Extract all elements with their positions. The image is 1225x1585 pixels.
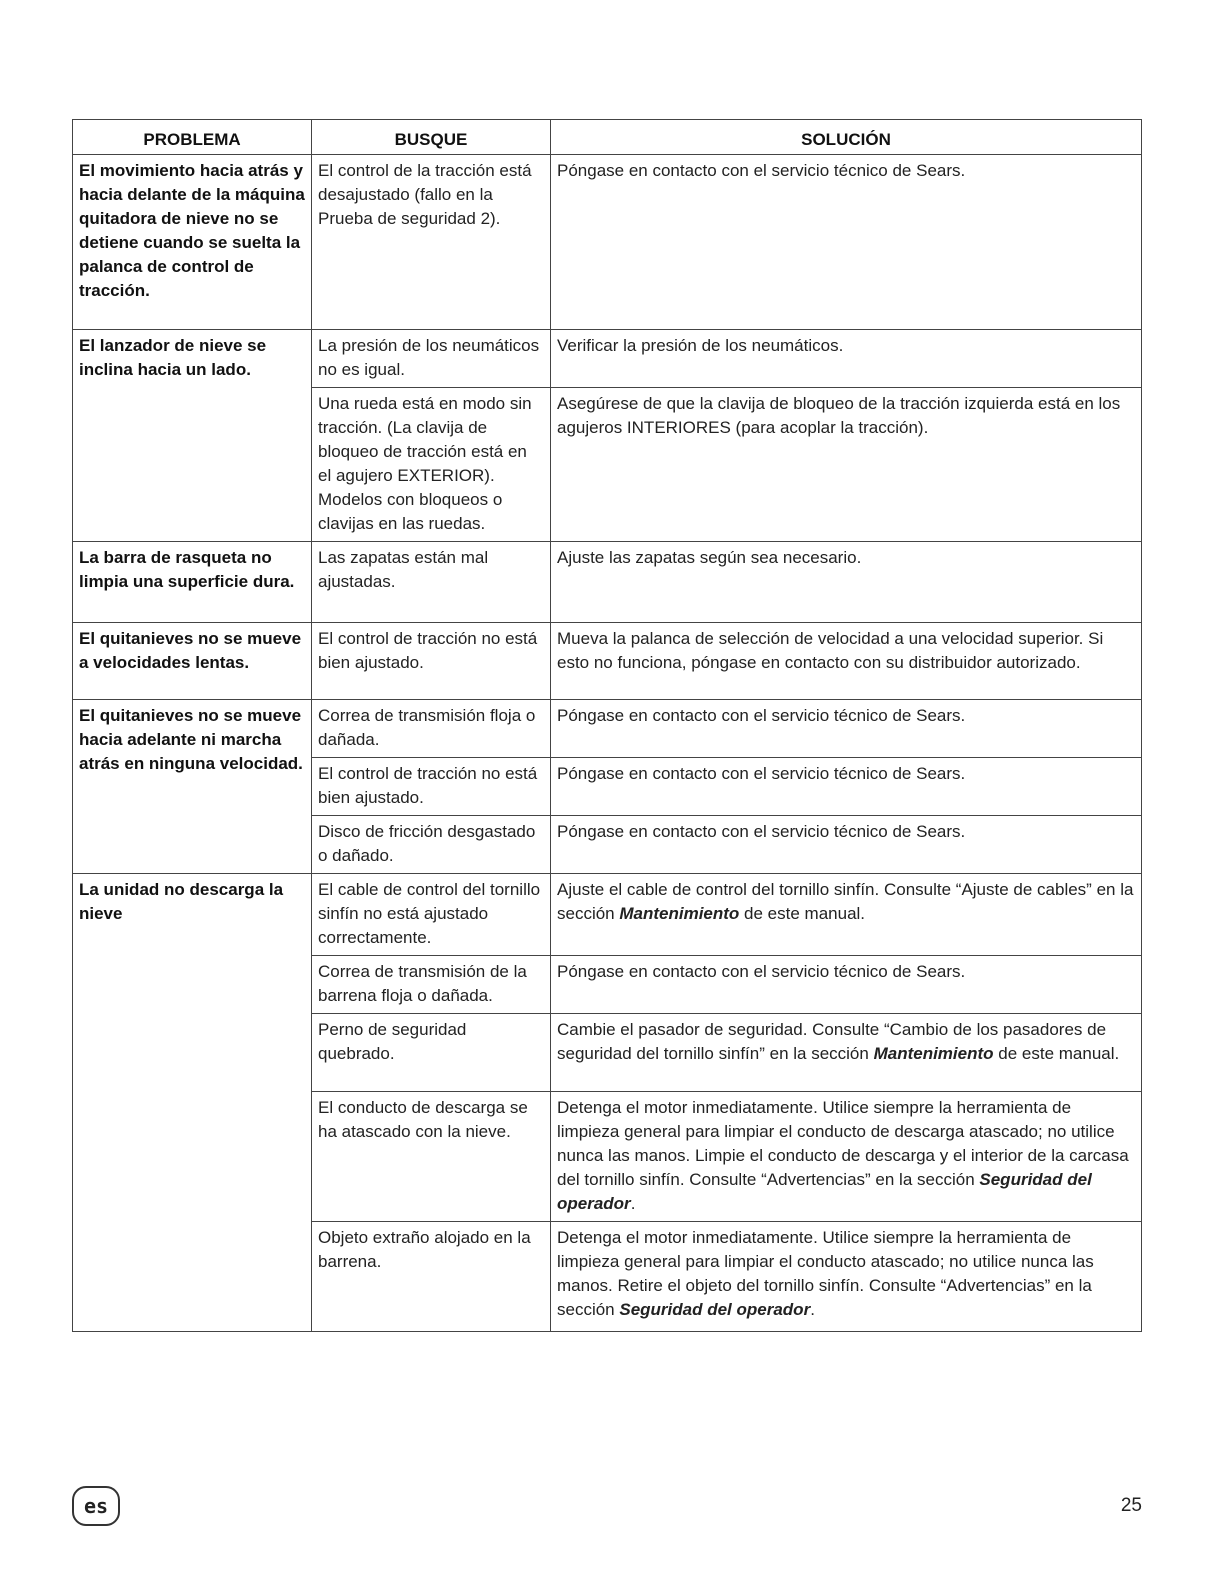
header-problem: PROBLEMA xyxy=(73,120,312,155)
table-row xyxy=(73,623,1142,700)
cause-cell: El control de la tracción está desajustado (fallo en la Prueba de seguridad 2). xyxy=(312,155,551,330)
solution-cell: Póngase en contacto con el servicio técnico de Sears. xyxy=(551,816,1142,874)
section-reference: Seguridad del operador xyxy=(619,1300,811,1319)
troubleshooting-table xyxy=(72,119,1142,1332)
table-row xyxy=(73,542,1142,623)
solution-text: de este manual. xyxy=(739,904,866,923)
solution-cell xyxy=(551,874,1142,956)
header-cause: BUSQUE xyxy=(312,120,551,155)
solution-text: de este manual. xyxy=(993,1044,1120,1063)
solution-text: . xyxy=(810,1300,815,1319)
problem-cell: La unidad no descarga la nieve xyxy=(73,874,312,1332)
section-reference: Seguridad del operador xyxy=(557,1170,1092,1213)
solution-cell xyxy=(551,1092,1142,1222)
solution-text: Detenga el motor inmediatamente. Utilice siempre la herramienta de limpieza general para limpiar el conducto de descarga atascado; no utilice nunca las manos. Limpie el conducto de descarga y el interior de la carcasa del tornillo sinfín. Consulte “Advertencias” en la sección xyxy=(557,1098,1129,1189)
solution-cell: Verificar la presión de los neumáticos. xyxy=(551,330,1142,388)
cause-cell: El cable de control del tornillo sinfín no está ajustado correctamente. xyxy=(312,874,551,956)
cause-cell: El conducto de descarga se ha atascado con la nieve. xyxy=(312,1092,551,1222)
problem-cell: El lanzador de nieve se inclina hacia un lado. xyxy=(73,330,312,542)
header-solution: SOLUCIÓN xyxy=(551,120,1142,155)
solution-cell: Asegúrese de que la clavija de bloqueo de la tracción izquierda está en los agujeros INTERIORES (para acoplar la tracción). xyxy=(551,388,1142,542)
solution-cell: Mueva la palanca de selección de velocidad a una velocidad superior. Si esto no funciona, póngase en contacto con su distribuidor autorizado. xyxy=(551,623,1142,700)
language-badge: es xyxy=(72,1486,120,1526)
solution-text: Cambie el pasador de seguridad. Consulte “Cambio de los pasadores de seguridad del tornillo sinfín” en la sección xyxy=(557,1020,1107,1063)
solution-cell: Póngase en contacto con el servicio técnico de Sears. xyxy=(551,956,1142,1014)
page-number: 25 xyxy=(1120,1495,1142,1516)
table-row xyxy=(73,155,1142,330)
solution-text: Ajuste el cable de control del tornillo sinfín. Consulte “Ajuste de cables” en la sección xyxy=(557,880,1134,923)
solution-cell: Póngase en contacto con el servicio técnico de Sears. xyxy=(551,155,1142,330)
cause-cell: Una rueda está en modo sin tracción. (La clavija de bloqueo de tracción está en el agujero EXTERIOR). Modelos con bloqueos o clavijas en las ruedas. xyxy=(312,388,551,542)
cause-cell: Perno de seguridad quebrado. xyxy=(312,1014,551,1092)
problem-cell: El movimiento hacia atrás y hacia delante de la máquina quitadora de nieve no se detiene cuando se suelta la palanca de control de tracción. xyxy=(73,155,312,330)
solution-cell xyxy=(551,1222,1142,1332)
table-header-row xyxy=(73,120,1142,155)
problem-cell: La barra de rasqueta no limpia una superficie dura. xyxy=(73,542,312,623)
solution-cell: Póngase en contacto con el servicio técnico de Sears. xyxy=(551,758,1142,816)
cause-cell: Correa de transmisión de la barrena floja o dañada. xyxy=(312,956,551,1014)
solution-cell xyxy=(551,1014,1142,1092)
cause-cell: Las zapatas están mal ajustadas. xyxy=(312,542,551,623)
cause-cell: La presión de los neumáticos no es igual. xyxy=(312,330,551,388)
cause-cell: Objeto extraño alojado en la barrena. xyxy=(312,1222,551,1332)
solution-text: . xyxy=(630,1194,636,1213)
cause-cell: El control de tracción no está bien ajustado. xyxy=(312,758,551,816)
cause-cell: Correa de transmisión floja o dañada. xyxy=(312,700,551,758)
cause-cell: El control de tracción no está bien ajustado. xyxy=(312,623,551,700)
solution-text: Detenga el motor inmediatamente. Utilice siempre la herramienta de limpieza general para limpiar el conducto atascado; no utilice nunca las manos. Retire el objeto del tornillo sinfín. Consulte “Advertencias” en la sección xyxy=(557,1228,1094,1319)
solution-cell: Ajuste las zapatas según sea necesario. xyxy=(551,542,1142,623)
problem-cell: El quitanieves no se mueve hacia adelante ni marcha atrás en ninguna velocidad. xyxy=(73,700,312,874)
solution-cell: Póngase en contacto con el servicio técnico de Sears. xyxy=(551,700,1142,758)
cause-cell: Disco de fricción desgastado o dañado. xyxy=(312,816,551,874)
table-row xyxy=(73,330,1142,388)
section-reference: Mantenimiento xyxy=(619,904,740,923)
problem-cell: El quitanieves no se mueve a velocidades lentas. xyxy=(73,623,312,700)
section-reference: Mantenimiento xyxy=(873,1044,994,1063)
table-row xyxy=(73,874,1142,956)
table-row xyxy=(73,700,1142,758)
